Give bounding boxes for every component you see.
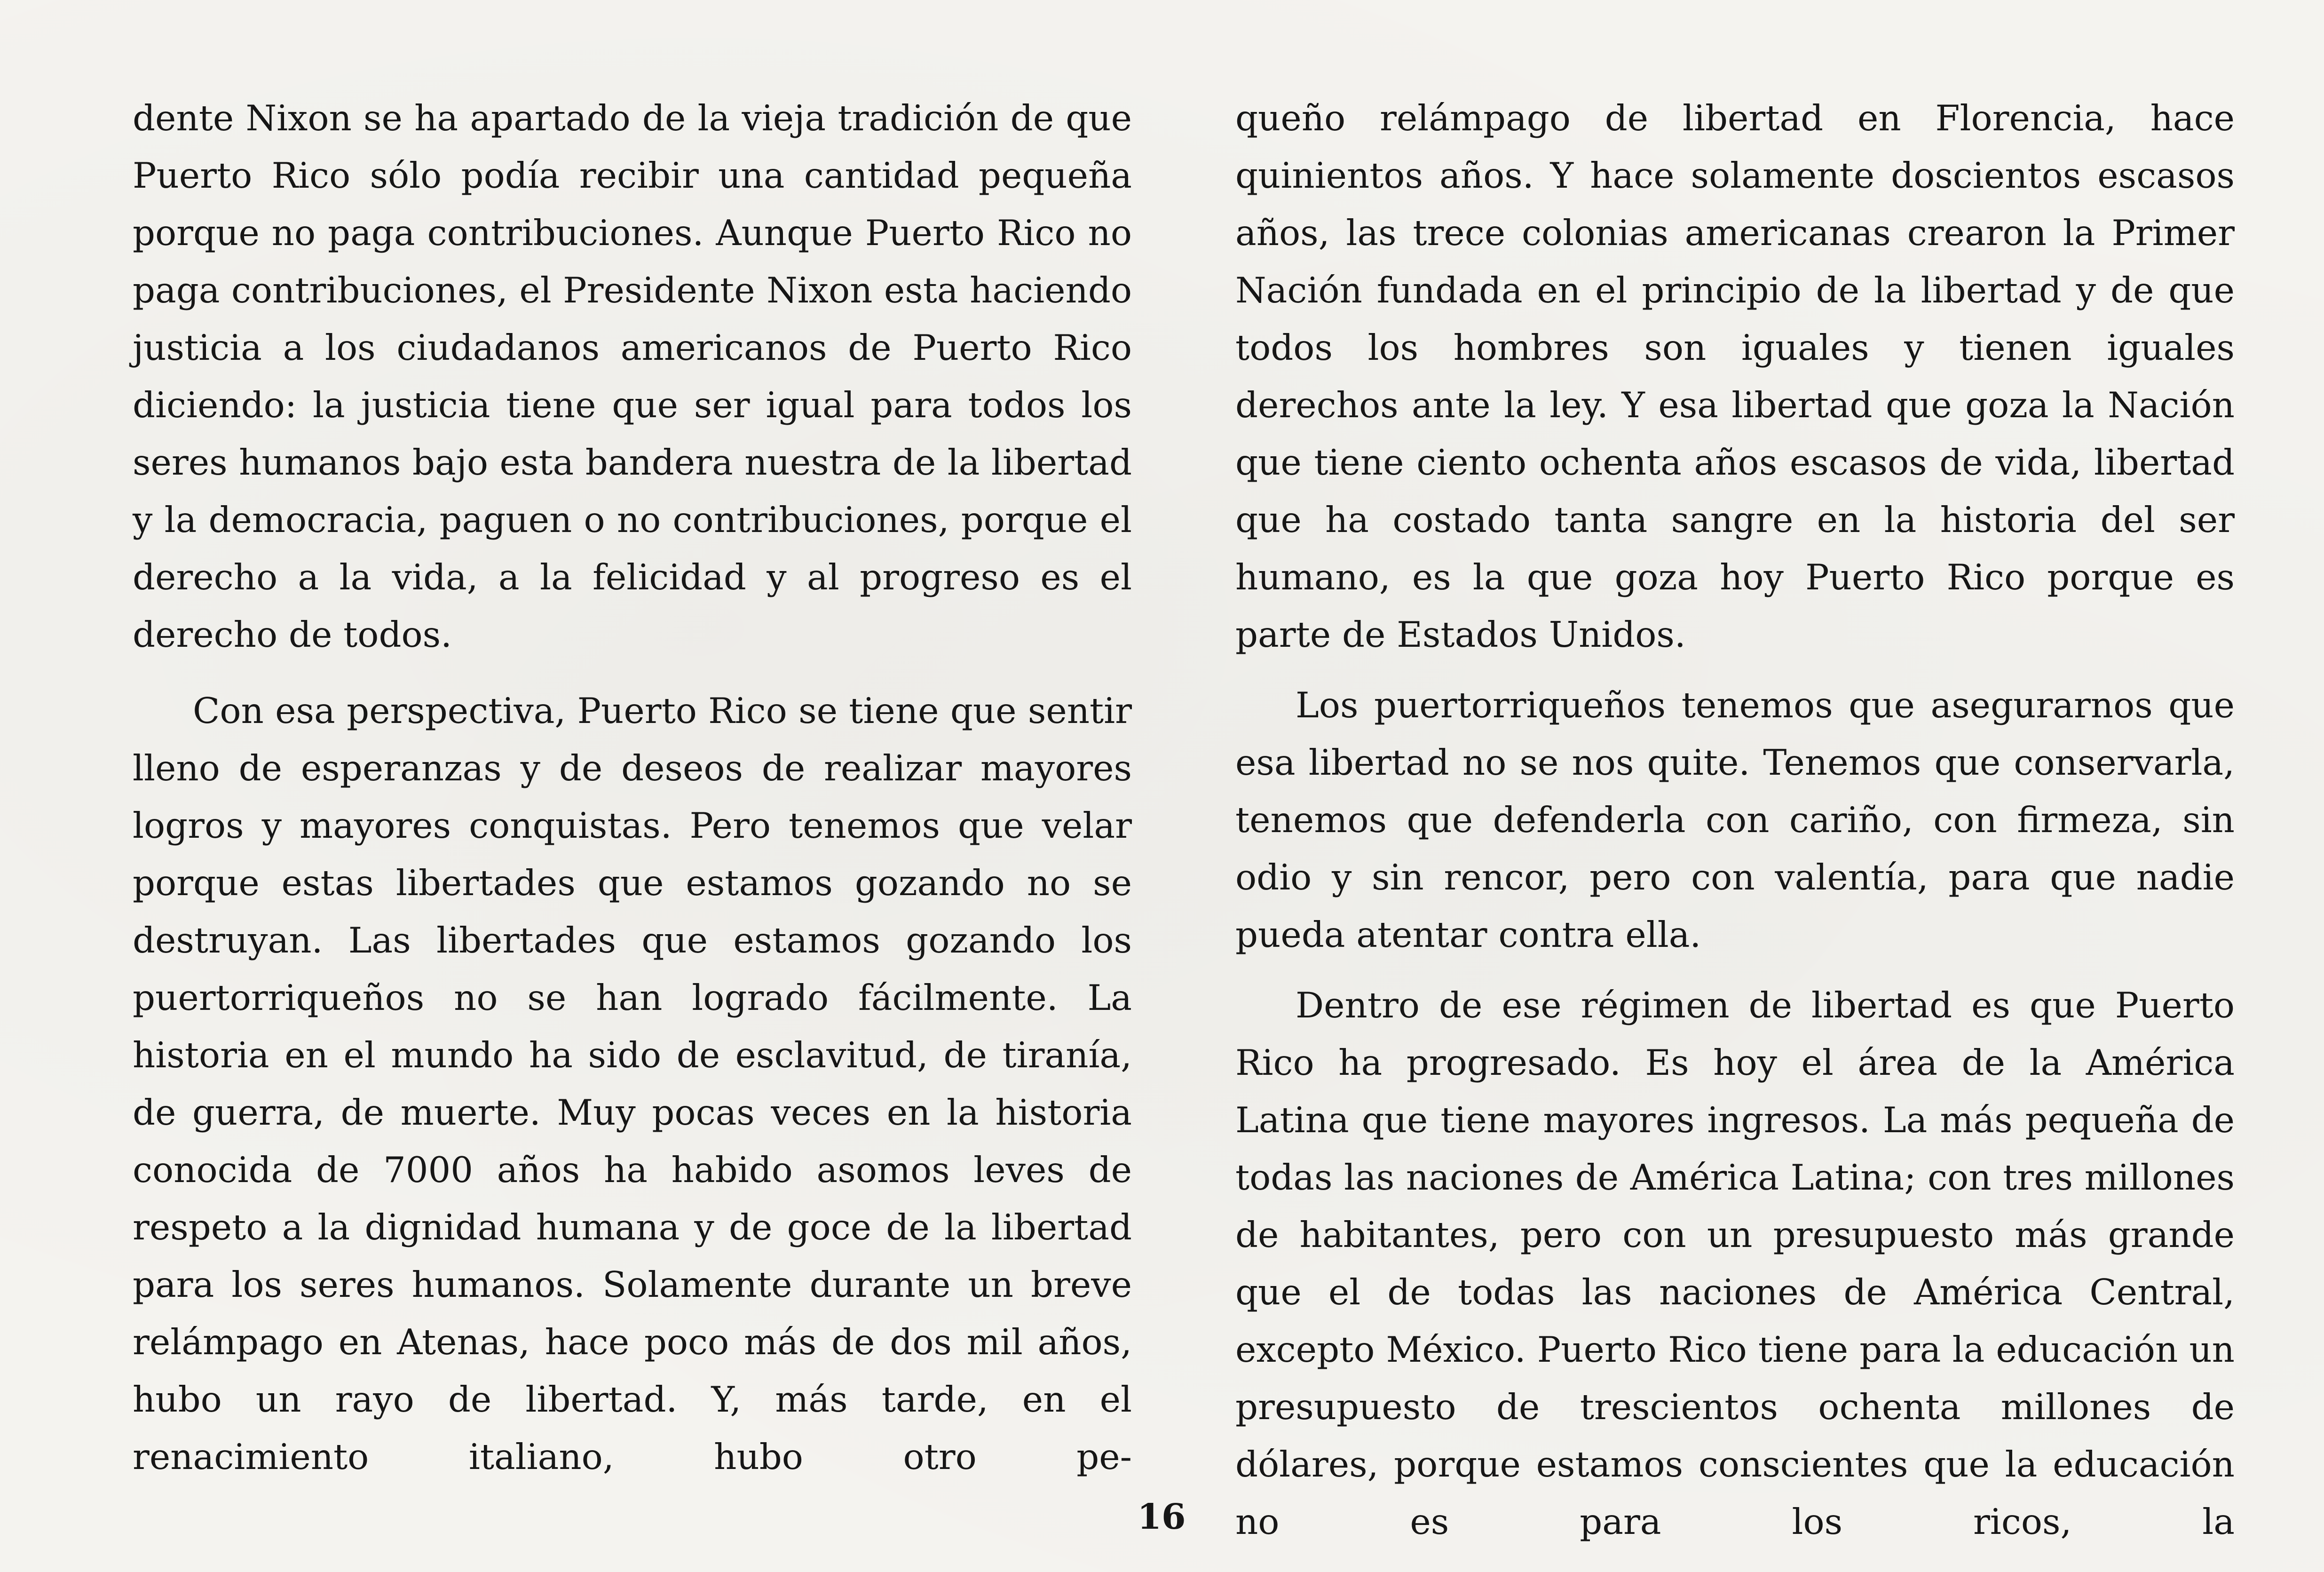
paragraph: dente Nixon se ha apartado de la vieja tradición de que Puerto Rico sólo podía recibir una cantidad pequeña porque no paga contribuciones. Aunque Puerto Rico no paga contribuciones, el Presidente Nixon esta haciendo justicia a los ciudadanos americanos de Puerto Rico diciendo: la justicia tiene que ser igual para todos los seres humanos bajo esta bandera nuestra de la libertad y la democracia, paguen o no contribuciones, porque el derecho a la vida, a la felicidad y al progreso es el derecho de todos. [133, 97, 1132, 655]
right-text-column [1235, 89, 2235, 1550]
paragraph: Los puertorriqueños tenemos que asegurarnos que esa libertad no se nos quite. Tenemos que conservarla, tenemos que defenderla con cariño, con firmeza, sin odio y sin rencor, pero con valentía, para que nadie pueda atentar contra ella. [1235, 684, 2235, 955]
paragraph: queño relámpago de libertad en Florencia, hace quinientos años. Y hace solamente doscientos escasos años, las trece colonias americanas crearon la Primer Nación fundada en el principio de la libertad y de que todos los hombres son iguales y tienen iguales derechos ante la ley. Y esa libertad que goza la Nación que tiene ciento ochenta años escasos de vida, libertad que ha costado tanta sangre en la historia del ser humano, es la que goza hoy Puerto Rico porque es parte de Estados Unidos. [1235, 97, 2235, 655]
page-number: 16 [1137, 1497, 1186, 1537]
left-text-column [133, 89, 1132, 1485]
paragraph: Dentro de ese régimen de libertad es que Puerto Rico ha progresado. Es hoy el área de la América Latina que tiene mayores ingresos. La más pequeña de todas las naciones de América Latina; con tres millones de habitantes, pero con un presupuesto más grande que el de todas las naciones de América Central, excepto México. Puerto Rico tiene para la educación un presupuesto de trescientos ochenta millones de dólares, porque estamos conscientes que la educación no es para los ricos, la [1235, 984, 2235, 1542]
paragraph: Con esa perspectiva, Puerto Rico se tiene que sentir lleno de esperanzas y de deseos de realizar mayores logros y mayores conquistas. Pero tenemos que velar porque estas libertades que estamos gozando no se destruyan. Las libertades que estamos gozando los puertorriqueños no se han logrado fácilmente. La historia en el mundo ha sido de esclavitud, de tiranía, de guerra, de muerte. Muy pocas veces en la historia conocida de 7000 años ha habido asomos leves de respeto a la dignidad humana y de goce de la libertad para los seres humanos. Solamente durante un breve relámpago en Atenas, hace poco más de dos mil años, hubo un rayo de libertad. Y, más tarde, en el renacimiento italiano, hubo otro pe- [133, 690, 1132, 1477]
